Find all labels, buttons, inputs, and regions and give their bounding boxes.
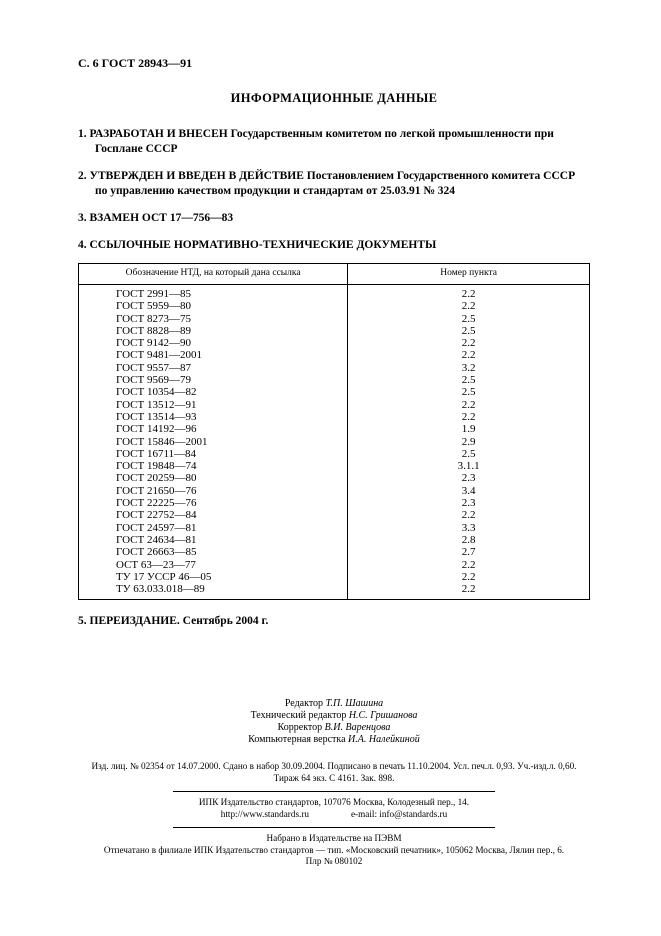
ntd-designation: ГОСТ 26663—85	[79, 546, 348, 558]
table-row	[79, 313, 590, 325]
imprint-line-1: Изд. лиц. № 02354 от 14.07.2000. Сдано в набор 30.09.2004. Подписано в печать 11.10.2004. Усл. печ.л. 0,93. Уч.-изд.л. 0,60.	[91, 761, 577, 771]
ntd-designation: ГОСТ 24634—81	[79, 534, 348, 546]
table-row	[79, 460, 590, 472]
ntd-designation: ГОСТ 13514—93	[79, 411, 348, 423]
ntd-designation: ГОСТ 9557—87	[79, 362, 348, 374]
publisher-email-link[interactable]: e-mail: info@standards.ru	[350, 808, 448, 819]
ntd-designation: ГОСТ 9142—90	[79, 337, 348, 349]
ntd-table-body	[79, 285, 590, 600]
numbered-items	[78, 127, 590, 253]
credit-name: Т.П. Шашина	[325, 698, 384, 709]
publisher-block	[78, 797, 590, 868]
ntd-designation: ГОСТ 8273—75	[79, 313, 348, 325]
page-header: С. 6 ГОСТ 28943—91	[78, 56, 193, 70]
ntd-designation: ТУ 63.033.018—89	[79, 583, 348, 600]
ntd-designation: ГОСТ 24597—81	[79, 522, 348, 534]
clause-number: 3.3	[461, 521, 476, 534]
table-row	[79, 571, 590, 583]
table-row	[79, 509, 590, 521]
publisher-contacts	[78, 809, 590, 821]
clause-number: 2.3	[461, 497, 476, 510]
clause-number: 2.2	[461, 558, 476, 571]
table-row	[79, 534, 590, 546]
table-row	[79, 497, 590, 509]
clause-number: 2.8	[461, 533, 476, 546]
clause-number: 2.5	[461, 324, 476, 337]
credit-role: Компьютерная верстка	[248, 734, 346, 745]
publisher-address: ИПК Издательство стандартов, 107076 Москва, Колодезный пер., 14.	[198, 797, 470, 807]
table-row	[79, 285, 590, 301]
clause-number: 2.5	[461, 386, 476, 399]
table-row	[79, 362, 590, 374]
credit-editor	[78, 698, 590, 710]
clause-number: 2.2	[461, 509, 476, 522]
credit-technical-editor	[78, 710, 590, 722]
table-row	[79, 411, 590, 423]
table-row	[79, 485, 590, 497]
clause-number: 2.7	[461, 546, 476, 559]
ntd-designation: ОСТ 63—23—77	[79, 559, 348, 571]
table-row	[79, 300, 590, 312]
clause-number: 2.2	[461, 300, 476, 313]
imprint-block	[78, 760, 590, 784]
table-row	[79, 583, 590, 600]
publisher-website-link[interactable]: http://www.standards.ru	[220, 808, 309, 819]
item-reissue: 5. ПЕРЕИЗДАНИЕ. Сентябрь 2004 г.	[78, 615, 269, 628]
table-row	[79, 325, 590, 337]
clause-number: 2.9	[461, 435, 476, 448]
clause-number: 3.1.1	[457, 460, 480, 473]
credit-role: Редактор	[284, 698, 324, 709]
item-approved: 2. УТВЕРЖДЕН И ВВЕДЕН В ДЕЙСТВИЕ Постановлением Государственного комитета СССР по управлению качеством продукции и стандартам от 25.03.91 № 324	[78, 170, 576, 197]
ntd-designation: ГОСТ 16711—84	[79, 448, 348, 460]
ntd-designation: ГОСТ 9481—2001	[79, 349, 348, 361]
publisher-plr-number: Плр № 080102	[305, 856, 363, 866]
imprint-line-2: Тираж 64 экз. С 4161. Зак. 898.	[273, 773, 395, 783]
ntd-designation: ГОСТ 13512—91	[79, 399, 348, 411]
credit-role: Технический редактор	[250, 710, 347, 721]
table-row	[79, 386, 590, 398]
item-references-heading: 4. ССЫЛОЧНЫЕ НОРМАТИВНО-ТЕХНИЧЕСКИЕ ДОКУМЕНТЫ	[78, 239, 437, 251]
table-row	[79, 472, 590, 484]
clause-number: 3.2	[461, 361, 476, 374]
divider-top	[173, 791, 496, 792]
ntd-designation: ГОСТ 5959—80	[79, 300, 348, 312]
credit-role: Корректор	[277, 722, 323, 733]
clause-number: 2.5	[461, 312, 476, 325]
credit-name: В.И. Варенцова	[324, 722, 391, 733]
credit-name: Н.С. Гришанова	[348, 710, 418, 721]
ntd-designation: ГОСТ 22752—84	[79, 509, 348, 521]
clause-number: 1.9	[461, 423, 476, 436]
item-developed: 1. РАЗРАБОТАН И ВНЕСЕН Государственным комитетом по легкой промышленности при Госплане СССР	[78, 128, 554, 155]
ntd-designation: ГОСТ 2991—85	[79, 285, 348, 301]
column-header-clause: Номер пункта	[348, 264, 590, 285]
table-row	[79, 522, 590, 534]
clause-number: 2.2	[461, 398, 476, 411]
clause-number: 2.5	[461, 374, 476, 387]
divider-bottom	[173, 827, 496, 828]
table-row	[79, 448, 590, 460]
clause-number: 2.2	[461, 349, 476, 362]
ntd-designation: ТУ 17 УССР 46—05	[79, 571, 348, 583]
table-header	[79, 264, 590, 285]
ntd-designation: ГОСТ 22225—76	[79, 497, 348, 509]
column-header-ntd: Обозначение НТД, на который дана ссылка	[79, 264, 348, 285]
ntd-designation: ГОСТ 14192—96	[79, 423, 348, 435]
page-title: ИНФОРМАЦИОННЫЕ ДАННЫЕ	[230, 91, 438, 105]
ntd-designation: ГОСТ 8828—89	[79, 325, 348, 337]
clause-number: 2.3	[461, 472, 476, 485]
table-row	[79, 374, 590, 386]
clause-number: 2.2	[461, 337, 476, 350]
publisher-typeset-note: Набрано в Издательстве на ПЭВМ	[266, 833, 402, 843]
ntd-designation: ГОСТ 20259—80	[79, 472, 348, 484]
table-row	[79, 436, 590, 448]
table-row	[79, 559, 590, 571]
reference-documents-table	[78, 263, 590, 600]
credits-block	[78, 698, 590, 746]
clause-number: 2.2	[461, 583, 476, 596]
clause-number: 3.4	[461, 484, 476, 497]
credit-layout	[78, 734, 590, 746]
table-row	[79, 337, 590, 349]
page-footer	[78, 698, 590, 868]
credit-proofreader	[78, 722, 590, 734]
clause-number: 2.2	[461, 288, 476, 300]
ntd-designation: ГОСТ 21650—76	[79, 485, 348, 497]
clause-number: 2.2	[461, 570, 476, 583]
clause-number: 2.5	[461, 447, 476, 460]
clause-number: 2.2	[461, 410, 476, 423]
table-row	[79, 423, 590, 435]
ntd-designation: ГОСТ 9569—79	[79, 374, 348, 386]
item-replaces: 3. ВЗАМЕН ОСТ 17—756—83	[78, 212, 234, 224]
table-row	[79, 399, 590, 411]
publisher-printed-note: Отпечатано в филиале ИПК Издательство стандартов — тип. «Московский печатник», 105062 Москва, Лялин пер., 6.	[103, 844, 565, 855]
table-row	[79, 349, 590, 361]
table-row	[79, 546, 590, 558]
ntd-designation: ГОСТ 10354—82	[79, 386, 348, 398]
main-content	[78, 56, 590, 627]
ntd-designation: ГОСТ 19848—74	[79, 460, 348, 472]
credit-name: И.А. Налейкиной	[348, 734, 420, 745]
ntd-designation: ГОСТ 15846—2001	[79, 436, 348, 448]
